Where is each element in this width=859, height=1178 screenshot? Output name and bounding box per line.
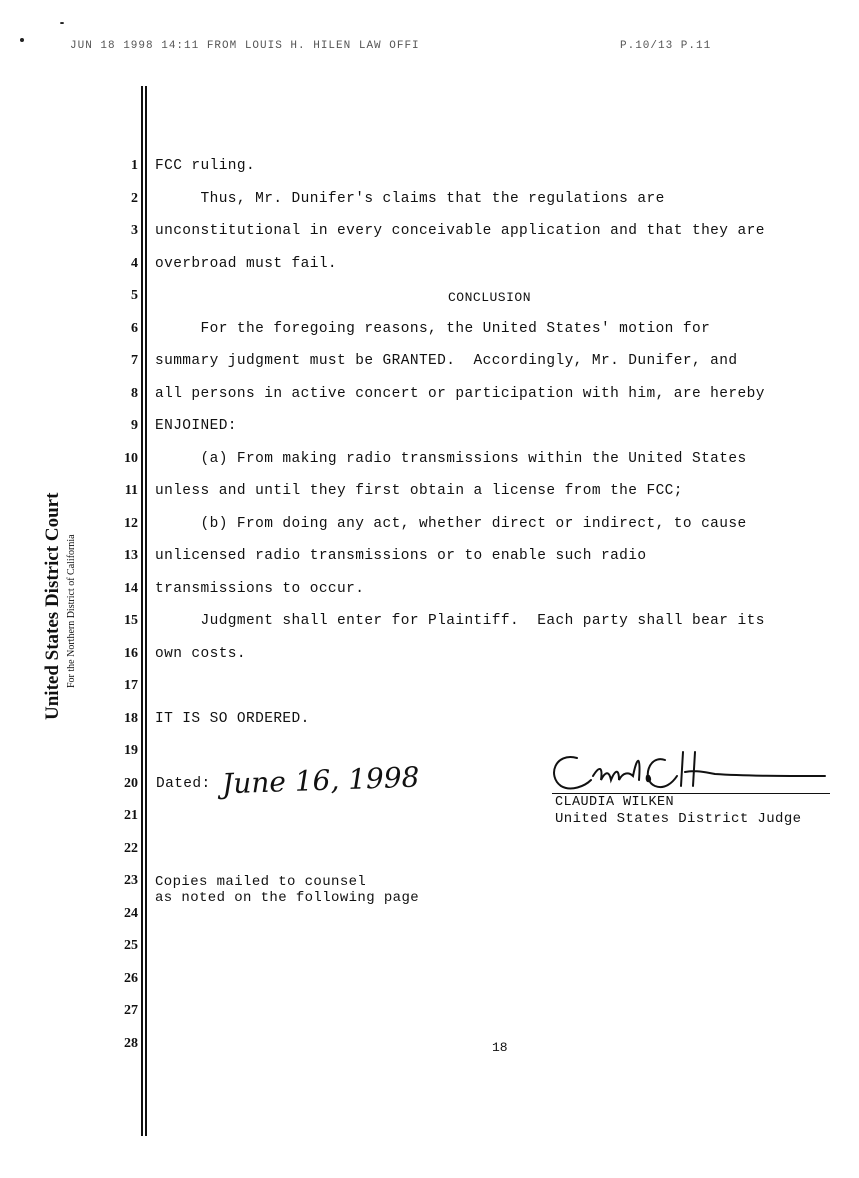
section-heading: CONCLUSION <box>448 290 532 305</box>
body-line: For the foregoing reasons, the United States' motion for <box>155 321 711 337</box>
line-number: 21 <box>124 808 138 823</box>
line-number: 28 <box>124 1036 138 1051</box>
line-number: 23 <box>124 873 138 888</box>
line-number: 14 <box>124 581 138 596</box>
line-number: 24 <box>124 906 138 921</box>
body-line: all persons in active concert or participation with him, are hereby <box>155 386 765 402</box>
line-number: 18 <box>124 711 138 726</box>
judge-title: United States District Judge <box>555 811 802 827</box>
fax-header-right: P.10/13 P.11 <box>620 40 712 52</box>
handwritten-date: June 16, 1998 <box>221 760 420 801</box>
fax-header <box>70 40 799 56</box>
body-line: (a) From making radio transmissions within the United States <box>155 451 747 467</box>
fax-header-left: JUN 18 1998 14:11 FROM LOUIS H. HILEN LAW OFFI <box>70 40 420 52</box>
line-number: 2 <box>131 191 138 206</box>
court-district: For the Northern District of California <box>66 534 77 688</box>
line-number: 15 <box>124 613 138 628</box>
line-number: 4 <box>131 256 138 271</box>
body-line: unlicensed radio transmissions or to enable such radio <box>155 548 647 564</box>
line-number: 19 <box>124 743 138 758</box>
body-line: FCC ruling. <box>155 158 256 174</box>
copies-note-line: as noted on the following page <box>155 890 420 906</box>
page-number: 18 <box>492 1040 508 1055</box>
signature-line <box>552 793 830 794</box>
margin-rule-outer <box>141 86 143 1136</box>
body-line: own costs. <box>155 646 247 662</box>
line-number: 6 <box>131 321 138 336</box>
line-number: 3 <box>131 223 138 238</box>
line-number: 12 <box>124 516 138 531</box>
margin-rule-inner <box>145 86 147 1136</box>
line-number: 20 <box>124 776 138 791</box>
body-line: Thus, Mr. Dunifer's claims that the regulations are <box>155 191 665 207</box>
body-line: summary judgment must be GRANTED. Accordingly, Mr. Dunifer, and <box>155 353 738 369</box>
line-number: 5 <box>131 288 138 303</box>
order-line: IT IS SO ORDERED. <box>155 711 310 727</box>
line-number: 16 <box>124 646 138 661</box>
body-line: unless and until they first obtain a license from the FCC; <box>155 483 683 499</box>
scan-speck <box>60 22 64 24</box>
line-number: 9 <box>131 418 138 433</box>
line-number: 25 <box>124 938 138 953</box>
body-line: overbroad must fail. <box>155 256 338 272</box>
line-number: 7 <box>131 353 138 368</box>
body-line: Judgment shall enter for Plaintiff. Each party shall bear its <box>155 613 765 629</box>
line-number: 13 <box>124 548 138 563</box>
line-number: 22 <box>124 841 138 856</box>
dated-label: Dated: <box>156 776 211 792</box>
line-number: 10 <box>124 451 138 466</box>
copies-note-line: Copies mailed to counsel <box>155 874 367 890</box>
line-number: 26 <box>124 971 138 986</box>
body-line: unconstitutional in every conceivable application and that they are <box>155 223 765 239</box>
line-number: 1 <box>131 158 138 173</box>
body-line: (b) From doing any act, whether direct or indirect, to cause <box>155 516 747 532</box>
body-line: ENJOINED: <box>155 418 237 434</box>
scan-speck <box>20 38 24 42</box>
line-number: 8 <box>131 386 138 401</box>
line-number: 27 <box>124 1003 138 1018</box>
court-name: United States District Court <box>42 492 63 720</box>
line-number: 17 <box>124 678 138 693</box>
body-line: transmissions to occur. <box>155 581 365 597</box>
judge-name: CLAUDIA WILKEN <box>555 795 675 810</box>
line-number: 11 <box>124 483 138 498</box>
